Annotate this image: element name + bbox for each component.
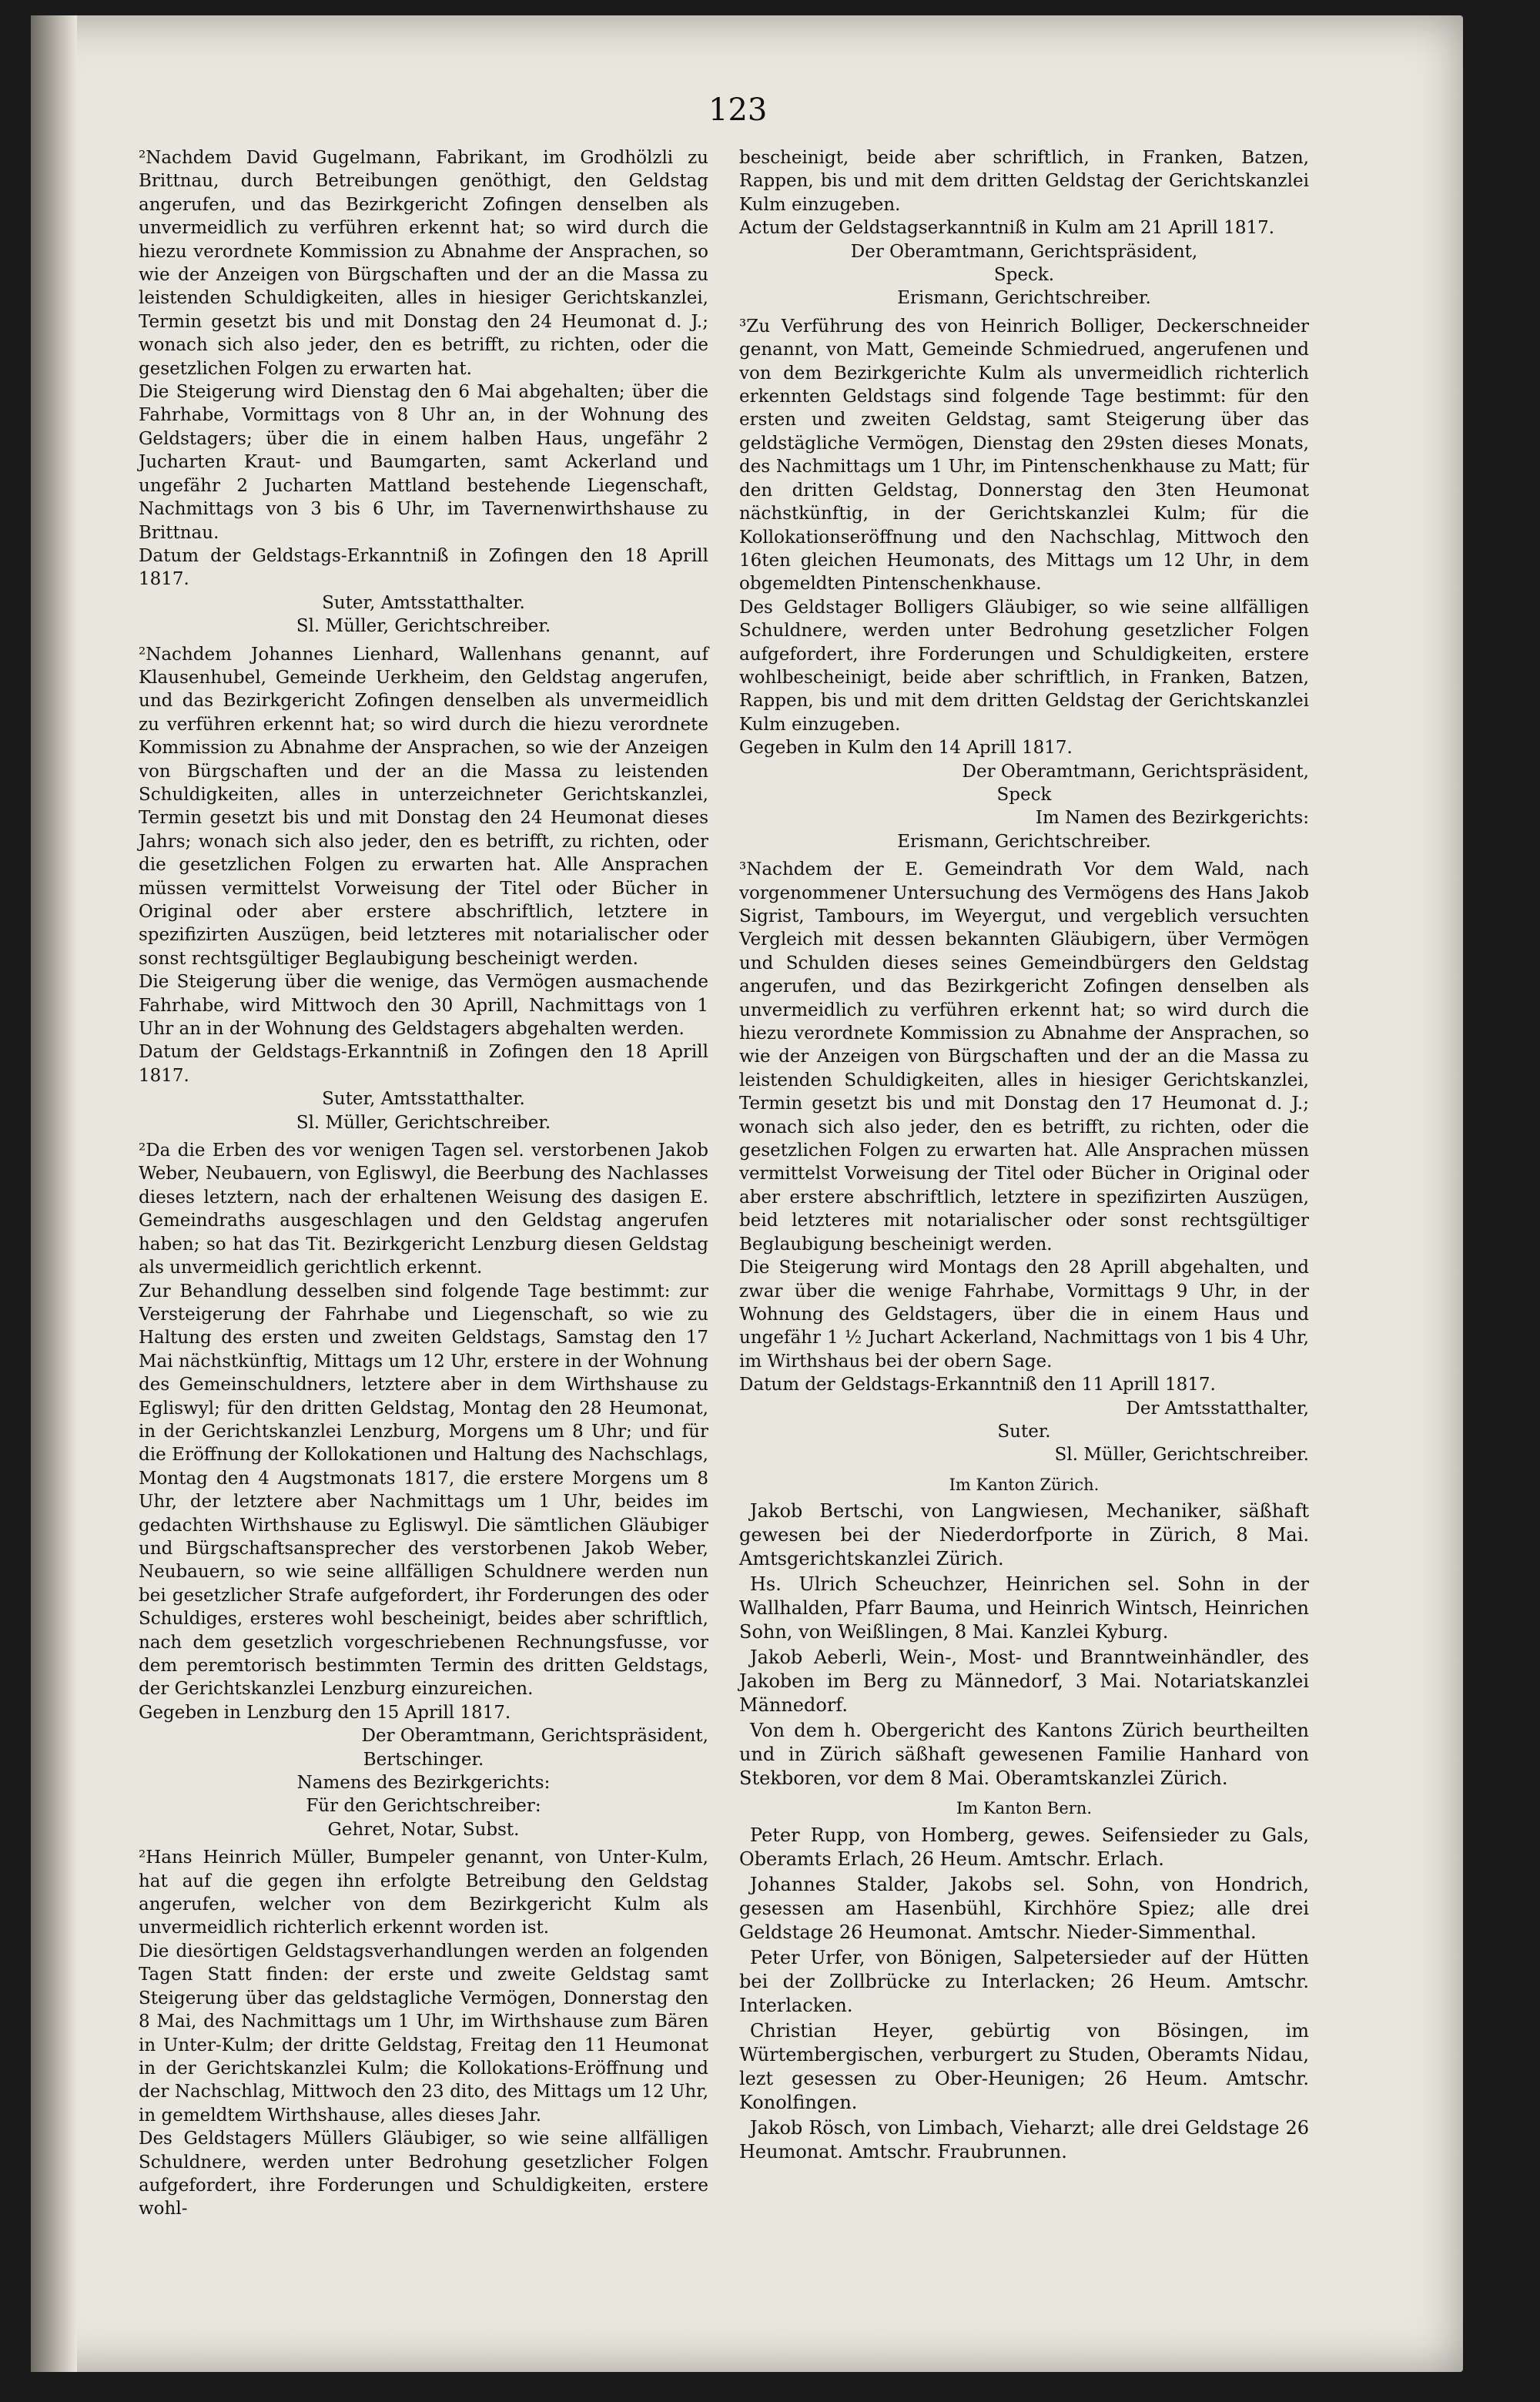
paragraph: ²Nachdem David Gugelmann, Fabrikant, im Grodhölzli zu Brittnau, durch Betreibungen genöthigt, den Geldstag angerufen, und das Bezirkgericht Zofingen denselben als unvermeidlich zu verführen erkennt hat; so wird durch die hiezu verordnete Kommission zu Abnahme der Ansprachen, so wie der Anzeigen von Bürgschaften und der an die Massa zu leistenden Schuldigkeiten, alles in hiesiger Gerichtskanzlei, Termin gesetzt bis und mit Donstag den 24 Heumonat d. J.; wonach sich also jeder, den es betrifft, zu richten, oder die gesetzlichen Folgen zu erwarten hat. [139,148,708,379]
list-item-text: Christian Heyer, gebürtig von Bösingen, im Würtembergischen, verburgert zu Studen, Oberamts Nidau, lezt gesessen zu Ober-Heunigen; 26 Heum. Amtschr. Konolfingen. [739,2019,1309,2113]
paragraph: Des Geldstagers Müllers Gläubiger, so wie seine allfälligen Schuldnere, werden unter Bedrohung gesetzlicher Folgen aufgefordert, ihre Forderungen und Schuldigkeiten, erstere wohl- [139,2129,708,2219]
list-item [739,2116,1309,2164]
page-fold-shadow [31,15,77,2372]
notice-bolliger [739,315,1309,853]
list-item-text: Jakob Bertschi, von Langwiesen, Mechaniker, säßhaft gewesen bei der Niederdorfporte in Zürich, 8 Mai. Amtsgerichtskanzlei Zürich. [739,1500,1309,1570]
left-column [139,146,708,2226]
list-item-text: Jakob Rösch, von Limbach, Vieharzt; alle drei Geldstage 26 Heumonat. Amtschr. Fraubrunnen. [739,2116,1309,2162]
paragraph: Die diesörtigen Geldstagsverhandlungen werden an folgenden Tagen Statt finden: der erste und zweite Geldstag samt Steigerung über das geldstagliche Vermögen, Donnerstag den 8 Mai, des Nachmittags um 1 Uhr, im Wirthshause zum Bären in Unter-Kulm; der dritte Geldstag, Freitag den 11 Heumonat in der Gerichtskanzlei Kulm; die Kollokations-Eröffnung und der Nachschlag, Mittwoch den 23 dito, des Mittags um 12 Uhr, in gemeldtem Wirthshause, alles dieses Jahr. [139,1941,708,2126]
paragraph: Datum der Geldstags-Erkanntniß in Zofingen den 18 Aprill 1817. [139,545,708,590]
section-heading-zurich: Im Kanton Zürich. [949,1475,1100,1494]
signature: Der Oberamtmann, Gerichtspräsident, [962,761,1309,782]
signature: Suter, Amtsstatthalter. [322,1089,525,1110]
paragraph: bescheinigt, beide aber schriftlich, in Franken, Batzen, Rappen, bis und mit dem dritten Geldstag der Gerichtskanzlei Kulm einzugeben. [739,148,1309,215]
paragraph: Die Steigerung über die wenige, das Vermögen ausmachende Fahrhabe, wird Mittwoch den 30 Aprill, Nachmittags von 1 Uhr an in der Wohnung des Geldstagers abgehalten werden. [139,972,708,1040]
list-item [739,1946,1309,2018]
paragraph: Datum der Geldstags-Erkanntniß in Zofingen den 18 Aprill 1817. [139,1042,708,1086]
signature: Der Amtsstatthalter, [1126,1398,1309,1419]
signature: Suter. [997,1421,1051,1442]
paragraph: Die Steigerung wird Dienstag den 6 Mai abgehalten; über die Fahrhabe, Vormittags von 8 Uhr an, in der Wohnung des Geldstagers; über die in einem halben Haus, ungefähr 2 Jucharten Kraut- und Baumgarten, samt Ackerland und ungefähr 2 Jucharten Mattland bestehende Liegenschaft, Nachmittags von 3 bis 6 Uhr, im Tavernenwirthshause zu Brittnau. [139,382,708,543]
signature: Für den Gerichtschreiber: [306,1796,541,1817]
list-item-text: Peter Rupp, von Homberg, gewes. Seifensieder zu Gals, Oberamts Erlach, 26 Heum. Amtschr. Erlach. [739,1824,1309,1870]
signature: Erismann, Gerichtschreiber. [897,288,1151,309]
list-item [739,1719,1309,1791]
paragraph: ³Zu Verführung des von Heinrich Bolliger, Deckerschneider genannt, von Matt, Gemeinde Schmiedrued, angerufenen und von dem Bezirkgerichte Kulm als unvermeidlich richterlich erkennten Geldstags sind folgende Tage bestimmt: für den ersten und zweiten Geldstag, samt Steigerung über das geldstägliche Vermögen, Dienstag den 29sten dieses Monats, des Nachmittags um 1 Uhr, im Pintenschenkhause zu Matt; für den dritten Geldstag, Donnerstag den 3ten Heumonat nächstkünftig, in der Gerichtskanzlei Kulm; für die Kollokationseröffnung und den Nachschlag, Mittwoch den 16ten gleichen Heumonats, des Mittags um 12 Uhr, in dem obgemeldten Pintenschenkhause. [739,316,1309,595]
paragraph: Zur Behandlung desselben sind folgende Tage bestimmt: zur Versteigerung der Fahrhabe und Liegenschaft, so wie zu Haltung des ersten und zweiten Geldstags, Samstag den 17 Mai nächstkünftig, Mittags um 12 Uhr, erstere in der Wohnung des Gemeinschuldners, letztere aber in dem Wirthshause zu Egliswyl; für den dritten Geldstag, Montag den 28 Heumonat, in der Gerichtskanzlei Lenzburg, Morgens um 8 Uhr; und für die Eröffnung der Kollokationen und Haltung des Nachschlags, Montag den 4 Augstmonats 1817, die erstere Morgens um 8 Uhr, der letztere aber Nachmittags um 1 Uhr, beides im gedachten Wirthshause zu Egliswyl. Die sämtlichen Gläubiger und Bürgschaftsansprecher des verstorbenen Jakob Weber, Neubauern, so wie seine allfälligen Schuldnere werden nun bei gesetzlicher Strafe aufgefordert, ihr Forderungen des oder Schuldiges, ersteres wohl bescheinigt, beides aber schriftlich, nach dem gesetzlich vorgeschriebenen Rechnungsfusse, vor dem peremtorisch bestimmten Termin des dritten Geldstags, der Gerichtskanzlei Lenzburg einzureichen. [139,1281,708,1700]
zurich-list [739,1499,1309,1791]
newspaper-page [31,15,1463,2372]
signature: Der Oberamtmann, Gerichtspräsident, [361,1726,708,1747]
right-column [739,146,1309,2166]
section-heading-bern: Im Kanton Bern. [956,1799,1092,1818]
paragraph: ³Nachdem der E. Gemeindrath Vor dem Wald, nach vorgenommener Untersuchung des Vermögens des Hans Jakob Sigrist, Tambours, im Weyergut, und vergeblich versuchten Vergleich mit dessen bekannten Gläubigern, über Vermögen und Schulden dieses seines Gemeindbürgers den Geldstag angerufen, und das Bezirkgericht Zofingen denselben als unvermeidlich zu verführen erkennt hat; so wird durch die hiezu verordnete Kommission zu Abnahme der Ansprachen, so wie der Anzeigen von Bürgschaften und der an die Massa zu leistenden Schuldigkeiten, alles in hiesiger Gerichtskanzlei, Termin gesetzt bis und mit Donstag den 17 Heumonat d. J.; wonach sich also jeder, den es betrifft, zu richten, oder die gesetzlichen Folgen zu erwarten hat. Alle Ansprachen müssen vermittelst Vorweisung der Titel oder Bücher in Original oder aber erstere abschriftlich, letztere in spezifizirten Auszügen, beid letzteres mit notarialischer oder sonst rechtsgültiger Beglaubigung bescheinigt werden. [739,859,1309,1255]
paragraph: ²Hans Heinrich Müller, Bumpeler genannt, von Unter-Kulm, hat auf die gegen ihn erfolgte Betreibung den Geldstag angerufen, welcher von dem Bezirkgericht Kulm als unvermeidlich richterlich erkennt worden ist. [139,1848,708,1938]
list-item [739,1824,1309,1871]
notice-sigrist [739,858,1309,1467]
list-item [739,1573,1309,1644]
page-number: 123 [708,92,768,128]
signature: Speck. [993,265,1055,286]
signature: Bertschinger. [363,1749,484,1770]
list-item [739,1873,1309,1945]
paragraph: ²Nachdem Johannes Lienhard, Wallenhans genannt, auf Klausenhubel, Gemeinde Uerkheim, den Geldstag angerufen, und das Bezirkgericht Zofingen denselben als unvermeidlich zu verführen erkennt hat; so wird durch die hiezu verordnete Kommission zu Abnahme der Ansprachen, so wie der Anzeigen von Bürgschaften und der an die Massa zu leistenden Schuldigkeiten, alles in unterzeichneter Gerichtskanzlei, Termin gesetzt bis und mit Donstag den 24 Heumonat dieses Jahrs; wonach sich also jeder, den es betrifft, zu richten, oder die gesetzlichen Folgen zu erwarten hat. Alle Ansprachen müssen vermittelst Vorweisung der Titel oder Bücher in Original oder aber erstere abschriftlich, letztere in spezifizirten Auszügen, beid letzteres mit notarialischer oder sonst rechtsgültiger Beglaubigung bescheinigt werden. [139,644,708,969]
paragraph: Gegeben in Kulm den 14 Aprill 1817. [739,738,1073,759]
paragraph: ²Da die Erben des vor wenigen Tagen sel. verstorbenen Jakob Weber, Neubauern, von Egliswyl, die Beerbung des Nachlasses dieses letztern, nach der erhaltenen Weisung des dasigen E. Gemeindraths ausgeschlagen und den Geldstag angerufen haben; so hat das Tit. Bezirkgericht Lenzburg diesen Geldstag als unvermeidlich gerichtlich erkennt. [139,1141,708,1278]
notice-mueller-cont [739,146,1309,310]
signature: Sl. Müller, Gerichtschreiber. [1054,1445,1309,1466]
signature: Sl. Müller, Gerichtschreiber. [296,616,551,637]
list-item-text: Johannes Stalder, Jakobs sel. Sohn, von Hondrich, gesessen am Hasenbühl, Kirchhöre Spiez; alle drei Geldstage 26 Heumonat. Amtschr. Nieder-Simmenthal. [739,1873,1309,1943]
list-item-text: Jakob Aeberli, Wein-, Most- und Branntweinhändler, des Jakoben im Berg zu Männedorf, 3 Mai. Notariatskanzlei Männedorf. [739,1647,1309,1717]
list-item-text: Hs. Ulrich Scheuchzer, Heinrichen sel. Sohn in der Wallhalden, Pfarr Bauma, und Heinrich Wintsch, Heinrichen Sohn, von Weißlingen, 8 Mai. Kanzlei Kyburg. [739,1573,1309,1643]
list-item [739,1499,1309,1571]
signature: Sl. Müller, Gerichtschreiber. [296,1112,551,1133]
list-item-text: Von dem h. Obergericht des Kantons Zürich beurtheilten und in Zürich säßhaft gewesenen Familie Hanhard von Stekboren, vor dem 8 Mai. Oberamtskanzlei Zürich. [739,1720,1309,1790]
signature: Speck [996,784,1052,805]
paragraph: Die Steigerung wird Montags den 28 Aprill abgehalten, und zwar über die wenige Fahrhabe, Vormittags 9 Uhr, in der Wohnung des Geldstagers, über die in einem Haus und ungefähr 1 ½ Juchart Ackerland, Nachmittags von 1 bis 4 Uhr, im Wirthshaus bei der obern Sage. [739,1258,1309,1372]
bern-list [739,1824,1309,2164]
list-item-text: Peter Urfer, von Bönigen, Salpetersieder auf der Hütten bei der Zollbrücke zu Interlacken; 26 Heum. Amtschr. Interlacken. [739,1946,1309,2016]
signature: Der Oberamtmann, Gerichtspräsident, [850,241,1198,262]
signature: Suter, Amtsstatthalter. [322,592,525,613]
notice-lienhard [139,643,708,1135]
notice-mueller [139,1846,708,2221]
paragraph: Datum der Geldstags-Erkanntniß den 11 Aprill 1817. [739,1375,1216,1395]
notice-gugelmann [139,146,708,638]
paragraph: Gegeben in Lenzburg den 15 Aprill 1817. [139,1702,511,1723]
list-item [739,1646,1309,1717]
paragraph: Actum der Geldstagserkanntniß in Kulm am 21 Aprill 1817. [739,218,1275,239]
paragraph: Des Geldstager Bolligers Gläubiger, so wie seine allfälligen Schuldnere, werden unter Bedrohung gesetzlicher Folgen aufgefordert, ihre Forderungen und Schuldigkeiten, erstere wohlbescheinigt, beide aber schriftlich, in Franken, Batzen, Rappen, bis und mit dem dritten Geldstag der Gerichtskanzlei Kulm einzugeben. [739,597,1309,735]
signature: Namens des Bezirkgerichts: [296,1773,551,1794]
signature: Im Namen des Bezirkgerichts: [1035,808,1309,829]
signature: Erismann, Gerichtschreiber. [897,831,1151,852]
signature: Gehret, Notar, Subst. [327,1819,520,1840]
list-item [739,2019,1309,2115]
notice-weber [139,1139,708,1841]
